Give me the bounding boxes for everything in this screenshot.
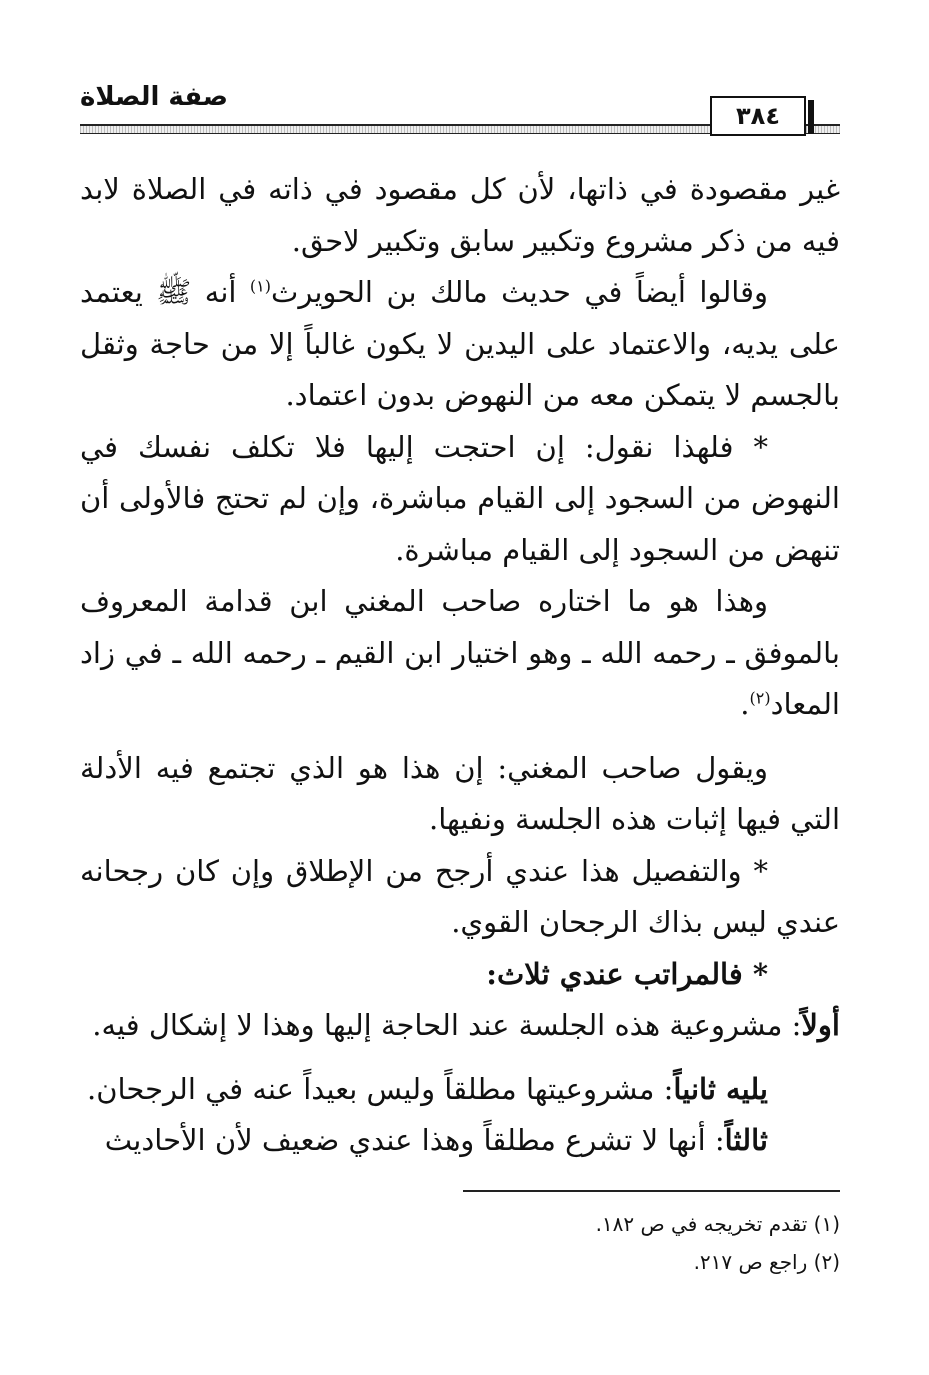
paragraph-8-text: : مشروعية هذه الجلسة عند الحاجة إليها وهذا لا إشكال فيه.	[92, 1008, 802, 1042]
spacer	[80, 731, 840, 743]
footnote-ref-1[interactable]: (١)	[249, 276, 272, 296]
paragraph-3: * فلهذا نقول: إن احتجت إليها فلا تكلف نفسك في النهوض من السجود إلى القيام مباشرة، وإن لم تحتج فالأولى أن تنهض من السجود إلى القيام مباشرة.	[80, 429, 840, 567]
paragraph-10-text: : أنها لا تشرع مطلقاً وهذا عندي ضعيف لأن الأحاديث	[104, 1123, 725, 1157]
footnote-1: (١) تقدم تخريجه في ص ١٨٢.	[595, 1212, 840, 1236]
footnote-2: (٢) راجع ص ٢١٧.	[693, 1250, 840, 1274]
paragraph-4-text: وهذا هو ما اختاره صاحب المغني ابن قدامة المعروف بالموفق ـ رحمه الله ـ وهو اختيار ابن القيم ـ رحمه الله ـ في زاد المعاد	[80, 584, 840, 721]
paragraph-5: ويقول صاحب المغني: إن هذا هو الذي تجتمع فيه الأدلة التي فيها إثبات هذه الجلسة ونفيها.	[80, 750, 840, 836]
page-header	[80, 80, 840, 140]
paragraph-2-text: وقالوا أيضاً في حديث مالك بن الحويرث	[271, 275, 768, 309]
paragraph-9-text: : مشروعيتها مطلقاً وليس بعيداً عنه في الرجحان.	[87, 1071, 674, 1106]
paragraph-2	[80, 267, 840, 422]
footnotes	[80, 1205, 840, 1281]
paragraph-4	[80, 576, 840, 731]
footnote-ref-2[interactable]: (٢)	[749, 688, 771, 708]
paragraph-9	[80, 1064, 840, 1116]
paragraph-1-line-1: غير مقصودة في ذاتها، لأن كل مقصود في ذاته في الصلاة لابد فيه	[80, 172, 840, 258]
paragraph-7-heading: * فالمراتب عندي ثلاث:	[486, 956, 768, 991]
footnote-rule	[463, 1190, 840, 1192]
paragraph-10	[80, 1115, 840, 1167]
paragraph-1	[80, 164, 840, 267]
spacer	[80, 1052, 840, 1064]
paragraph-2-rest: أنه ﷺ يعتمد على يديه، والاعتماد على اليدين لا يكون غالباً إلا من حاجة وثقل بالجسم لا يتمكن معه من النهوض بدون اعتماد.	[80, 275, 840, 412]
paragraph-8	[80, 1000, 840, 1052]
paragraph-9-lead: يليه ثانياً	[673, 1071, 768, 1106]
paragraph-8-lead: أولاً	[801, 1008, 840, 1042]
paragraph-4-end: .	[740, 687, 750, 721]
page-number: ٣٨٤	[710, 96, 806, 136]
paragraph-1-line-2: من ذكر مشروع وتكبير سابق وتكبير لاحق.	[291, 223, 793, 258]
running-title: صفة الصلاة	[80, 82, 229, 112]
paragraph-6: * والتفصيل هذا عندي أرجح من الإطلاق وإن كان رجحانه عندي ليس بذاك الرجحان القوي.	[80, 853, 840, 939]
body-text	[80, 164, 840, 1167]
paragraph-10-lead: ثالثاً	[724, 1123, 768, 1157]
